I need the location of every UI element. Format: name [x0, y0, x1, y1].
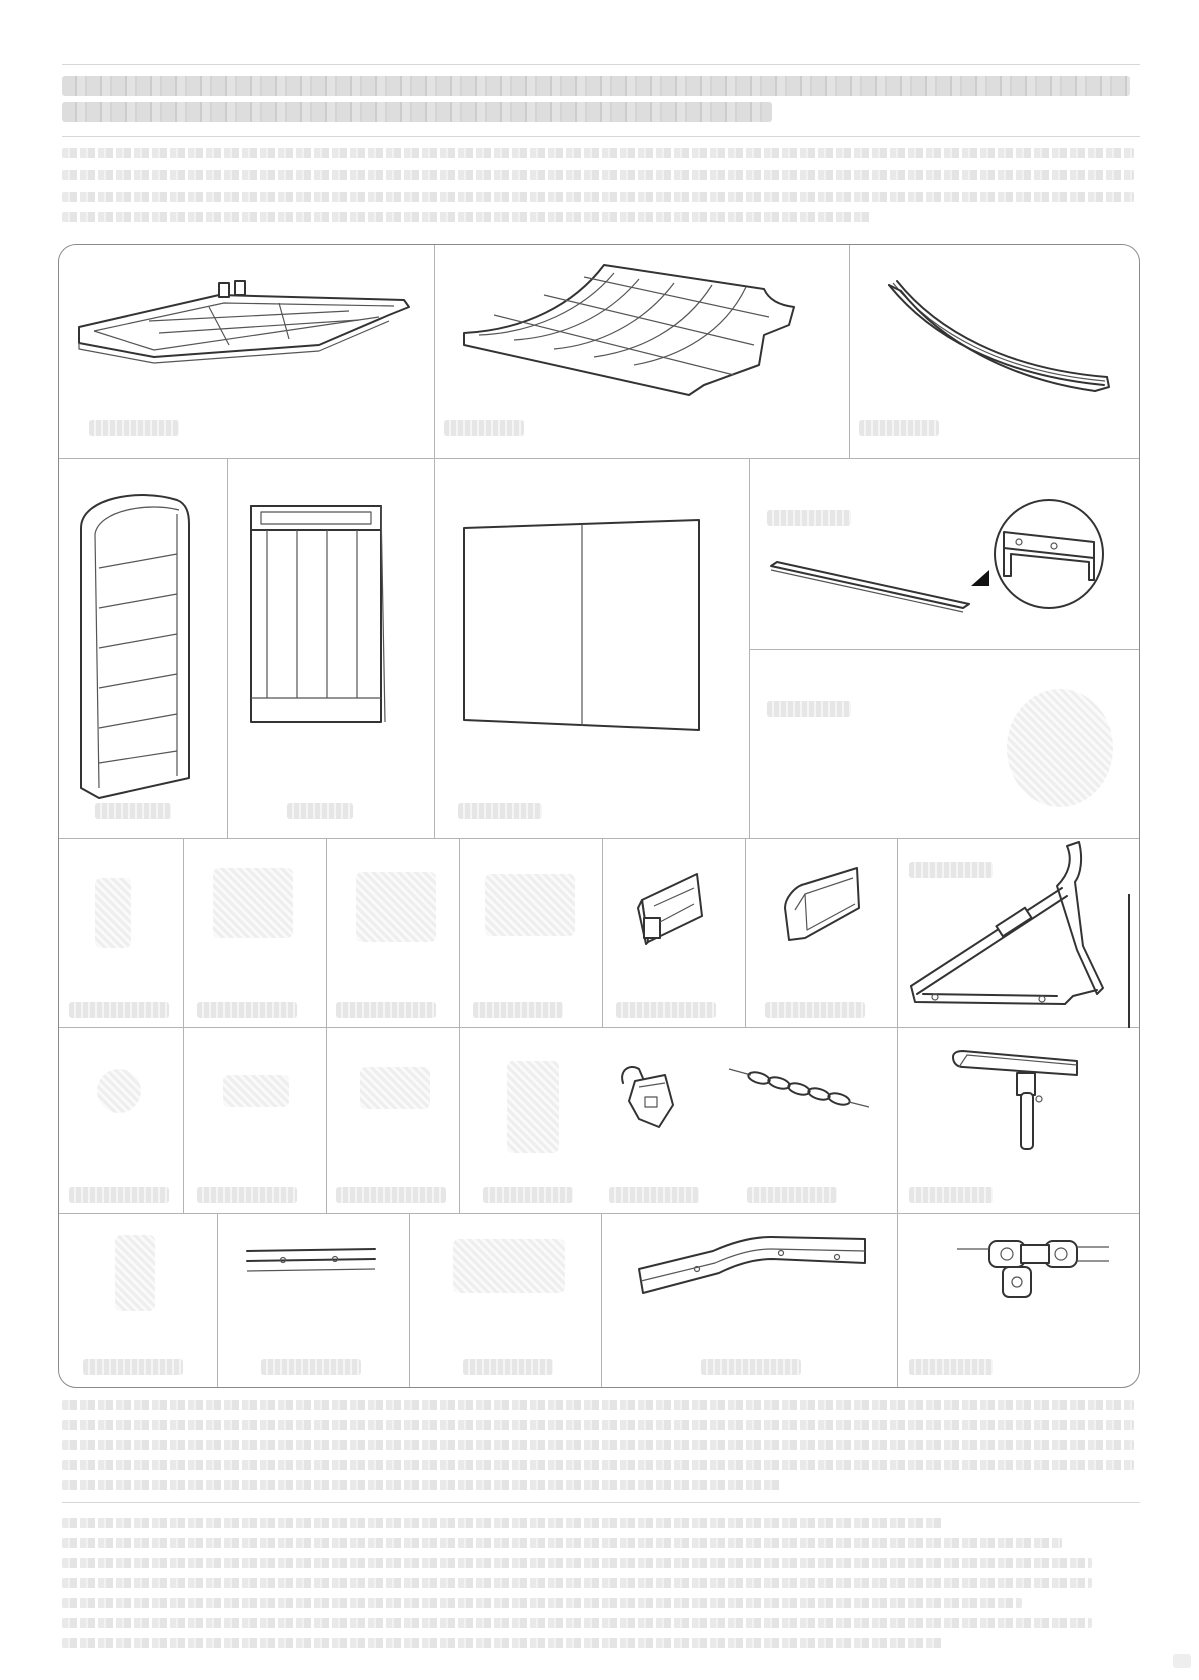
- part-cell-hook-bracket: [326, 838, 459, 1027]
- part-label-blurred: [336, 1002, 436, 1018]
- hardware-icon: [223, 1075, 289, 1107]
- page-title-blurred-line-2: [62, 102, 772, 122]
- notes-text-line: [62, 1420, 1134, 1430]
- part-cell-small-hardware-4: [59, 1027, 183, 1213]
- part-label-blurred: [444, 420, 524, 436]
- hook-bracket-icon: [356, 872, 436, 942]
- title-rule: [62, 136, 1140, 137]
- part-label-blurred: [463, 1359, 553, 1375]
- part-label-blurred: [336, 1187, 446, 1203]
- part-label-blurred: [747, 1187, 837, 1203]
- hardware-icon: [453, 1239, 565, 1293]
- part-label-blurred: [473, 1002, 563, 1018]
- part-cell-bent-rail: [601, 1213, 897, 1388]
- part-label-blurred: [701, 1359, 801, 1375]
- part-label-blurred: [909, 1187, 993, 1203]
- part-cell-small-hardware-6: [326, 1027, 459, 1213]
- part-cell-small-hardware-7: [59, 1213, 217, 1388]
- part-cell-t-joint-bracket: [897, 1213, 1140, 1388]
- part-label-blurred: [69, 1002, 169, 1018]
- hardware-icon: [95, 878, 131, 948]
- footnote-text-line: [62, 1578, 1092, 1588]
- part-label-blurred: [909, 1359, 993, 1375]
- footnote-text-line: [62, 1598, 1022, 1608]
- top-rule: [62, 64, 1140, 65]
- part-label-blurred: [89, 420, 179, 436]
- part-cell-corner-connector: [745, 838, 897, 1027]
- hardware-icon: [97, 1069, 141, 1113]
- part-label-blurred: [859, 420, 939, 436]
- part-cell-small-hardware-3: [459, 838, 602, 1027]
- hardware-icon: [115, 1235, 155, 1311]
- corner-connector-icon: [745, 838, 897, 1027]
- part-cell-curved-rail: [849, 245, 1140, 458]
- intro-text-line: [62, 170, 1134, 180]
- round-cap-icon: [1007, 689, 1113, 807]
- hardware-icon: [360, 1067, 430, 1109]
- hardware-icon: [485, 874, 575, 936]
- parts-panel: [58, 244, 1140, 1388]
- chain-icon: [459, 1027, 897, 1213]
- part-label-blurred: [765, 1002, 865, 1018]
- page-number-blurred: [1173, 1654, 1191, 1668]
- part-label-blurred: [95, 803, 171, 819]
- part-label-blurred: [767, 701, 851, 717]
- part-cell-straight-rail: [217, 1213, 409, 1388]
- part-cell-channel-beam: [749, 458, 1140, 649]
- door-panel-icon: [227, 458, 434, 838]
- box-connector-icon: [602, 838, 745, 1027]
- footnote-text-line: [62, 1518, 942, 1528]
- part-cell-door-panel: [227, 458, 434, 838]
- part-label-blurred: [83, 1359, 183, 1375]
- triangle-frame-icon: [897, 838, 1140, 1027]
- footnote-text-line: [62, 1538, 1062, 1548]
- part-label-blurred: [287, 803, 353, 819]
- part-label-blurred: [261, 1359, 361, 1375]
- part-cell-small-hardware-8: [409, 1213, 601, 1388]
- page-title-blurred: [62, 76, 1130, 96]
- part-cell-base-floor-panel: [59, 245, 434, 458]
- part-cell-curved-roof-panel: [434, 245, 849, 458]
- part-cell-t-post: [897, 1027, 1140, 1213]
- part-cell-small-hardware-2: [183, 838, 326, 1027]
- part-cell-hardware-group: [459, 1027, 897, 1213]
- part-cell-arched-side-wall: [59, 458, 227, 838]
- part-cell-small-hardware-1: [59, 838, 183, 1027]
- part-label-blurred: [458, 803, 542, 819]
- channel-beam-icon: [749, 458, 1140, 649]
- part-label-blurred: [616, 1002, 716, 1018]
- notes-text-line: [62, 1440, 1134, 1450]
- intro-text-line: [62, 148, 1134, 158]
- flat-panel-icon: [434, 458, 749, 838]
- hardware-icon: [213, 868, 293, 938]
- notes-text-line: [62, 1460, 1134, 1470]
- footnote-text-line: [62, 1618, 1092, 1628]
- intro-text-line: [62, 192, 1134, 202]
- part-label-blurred: [69, 1187, 169, 1203]
- t-post-icon: [897, 1027, 1140, 1213]
- intro-text-line: [62, 212, 872, 222]
- part-label-blurred: [483, 1187, 573, 1203]
- notes-text-line: [62, 1400, 1134, 1410]
- part-label-blurred: [197, 1187, 297, 1203]
- notes-text-line: [62, 1480, 782, 1490]
- part-cell-small-box-connector: [602, 838, 745, 1027]
- part-cell-round-cap: [749, 649, 1140, 838]
- part-label-blurred: [197, 1002, 297, 1018]
- footnote-text-line: [62, 1558, 1092, 1568]
- part-cell-small-hardware-5: [183, 1027, 326, 1213]
- footnote-text-line: [62, 1638, 942, 1648]
- footer-rule: [62, 1502, 1140, 1503]
- part-label-blurred: [609, 1187, 699, 1203]
- arched-wall-panel-icon: [59, 458, 227, 838]
- part-cell-triangle-frame: [897, 838, 1140, 1027]
- part-cell-flat-sheet-panel: [434, 458, 749, 838]
